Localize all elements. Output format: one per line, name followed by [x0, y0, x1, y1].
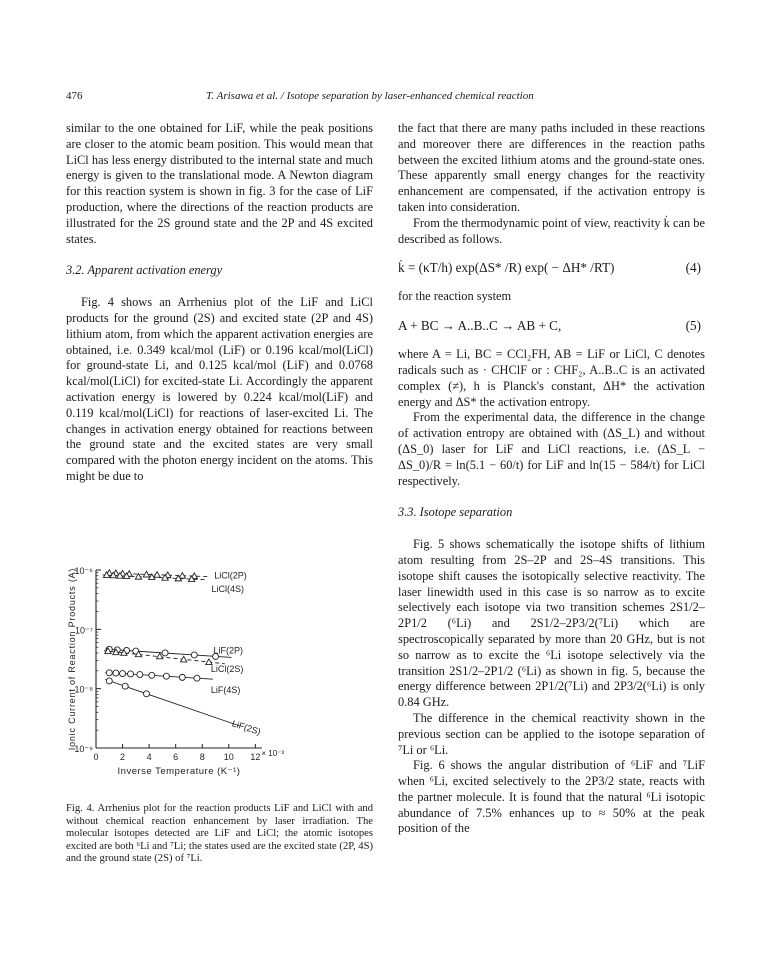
data-point	[120, 671, 126, 677]
paragraph: the fact that there are many paths included in these reactions and moreover there are differences in the reaction paths between the excited lithium atoms and the ground-state ones. These apparently small energy changes for the reactivity enhancement are compensated, if the activation entropy is taken into consideration.	[398, 121, 705, 214]
data-point	[163, 673, 169, 679]
y-tick-label: 10⁻⁸	[74, 684, 93, 695]
x-tick-label: 4	[146, 752, 152, 762]
series-label: LiCl(2P)	[214, 570, 247, 581]
caption-text: Fig. 4. Arrhenius plot for the reaction products LiF and LiCl with and without chemical reaction enhancement by laser irradiation. The molecular isotopes detected are LiF and LiCl; the atomic isotopes excited are both ⁶Li and ⁷Li; the states used are the excited state (2P, 4S) and the ground state (2S) of ⁷Li.	[66, 803, 373, 865]
data-point	[122, 683, 128, 689]
equation-body: k̇ = (κT/h) exp(ΔS* /R) exp( − ΔH* /RT)	[398, 260, 615, 276]
paragraph: Fig. 6 shows the angular distribution of ⁶LiF and ⁷LiF when ⁶Li, excited selectively to the 2P3/2 state, reacts with the partner molecule. It is found that the natural ⁶Li isotopic abundance of 7.5% enhances up to ≈ 50% at the peak position of the	[398, 758, 705, 836]
data-point	[113, 670, 119, 676]
data-point	[106, 678, 112, 684]
series-label: LiF(4S)	[210, 685, 241, 696]
x-scale-label: × 10⁻³	[261, 749, 285, 758]
data-point	[137, 672, 143, 678]
data-point	[162, 650, 168, 656]
x-tick-label: 12	[250, 752, 261, 762]
running-title: T. Arisawa et al. / Isotope separation by laser-enhanced chemical reaction	[206, 90, 534, 102]
x-tick-label: 2	[120, 752, 126, 762]
x-tick-label: 6	[173, 752, 179, 762]
y-axis-label: Ionic Current of Reaction Products (A)	[67, 567, 77, 751]
equation-4	[398, 257, 705, 279]
y-tick-label: 10⁻⁹	[74, 744, 93, 754]
series-label: LiCl(4S)	[211, 583, 245, 594]
data-point	[191, 652, 197, 658]
paragraph: From the experimental data, the difference in the change of activation entropy are obtained with (ΔS_L) and without (ΔS_0) laser for LiF and LiCl reactions, i.e. (ΔS_L − ΔS_0)/R = ln(5.1 − 60/t) for LiF and ln(15 − 584/t) for LiCl respectively.	[398, 410, 705, 488]
x-tick-label: 10	[223, 752, 234, 762]
paragraph: From the thermodynamic point of view, reactivity k̇ can be described as follows.	[398, 215, 705, 246]
data-point	[143, 691, 149, 697]
paragraph: for the reaction system	[398, 289, 512, 304]
paragraph: where A = Li, BC = CCl₂FH, AB = LiF or LiCl, C denotes radicals such as · CHClF or : CHF₂, A..B..C is an activated complex (≠), h is Planck's constant, ΔH* the activation energy and ΔS* the activation entropy.	[398, 347, 705, 409]
equation-number: (5)	[685, 318, 701, 334]
right-column	[398, 121, 705, 837]
paragraph: similar to the one obtained for LiF, while the peak positions are closer to the atomic beam position. This would mean that LiCl has less energy distributed to the internal state and much energy is given to the translational mode. A Newton diagram for this reaction system is shown in fig. 3 for the case of LiF production, where the directions of the reaction products are illustrated for the 2S ground state and the 2P and 4S excited states.	[66, 121, 373, 246]
section-heading: 3.3. Isotope separation	[398, 505, 513, 520]
equation-body: A + BC → A..B..C → AB + C,	[398, 318, 562, 334]
paragraph: The difference in the chemical reactivity shown in the previous section can be applied to the isotope separation of ⁷Li or ⁶Li.	[398, 710, 705, 757]
data-point	[179, 674, 185, 680]
data-point	[106, 670, 112, 676]
figure-4	[66, 562, 373, 794]
x-tick-label: 8	[199, 752, 205, 762]
paragraph: Fig. 5 shows schematically the isotope shifts of lithium atom resulting from 2S–2P and 2S–4S transitions. This isotope shift causes the isotopically selective reactivity. The laser linewidth used in this case is so narrow as to excite selectively each isotope via two transition schemes 2S1/2–2P1/2 (⁶Li) and 2S1/2–2P3/2(⁷Li) which are spectroscopically separated by more than 20 GHz, but is not so narrow as to excite the ⁶Li isotope selectively via the transition 2S1/2–2P1/2 (⁶Li) as shown in fig. 5, because the energy difference between 2P1/2(⁷Li) and 2P3/2(⁶Li) is only 0.84 GHz.	[398, 537, 705, 710]
y-tick-label: 10⁻⁷	[74, 625, 93, 636]
series-label: LiF(2P)	[213, 645, 243, 656]
data-point	[149, 672, 155, 678]
x-tick-label: 0	[93, 752, 99, 762]
y-tick-label: 10⁻⁶	[74, 566, 93, 576]
series-label: LiCl(2S)	[210, 663, 244, 674]
left-column	[66, 121, 373, 485]
data-point	[128, 671, 134, 677]
data-point	[194, 675, 200, 681]
equation-5	[398, 315, 705, 337]
arrhenius-plot	[66, 562, 373, 794]
x-axis-label: Inverse Temperature (K⁻¹)	[117, 766, 241, 777]
figure-caption	[66, 803, 373, 866]
equation-number: (4)	[685, 260, 701, 276]
page-number: 476	[66, 90, 83, 102]
series-label: LiF(2S)	[230, 718, 262, 737]
section-heading: 3.2. Apparent activation energy	[66, 263, 223, 278]
running-header	[66, 90, 702, 106]
paragraph: Fig. 4 shows an Arrhenius plot of the LiF and LiCl products for the ground (2S) and excited state (2P and 4S) lithium atom, from which the apparent activation energies are obtained, i.e. 0.349 kcal/mol (LiF) or 0.196 kcal/mol(LiCl) for ground-state Li, and 0.125 kcal/mol (LiF) and 0.0768 kcal/mol(LiCl) for excited-state Li. Accordingly the apparent activation energy is lowered by 0.224 kcal/mol(LiF) and 0.119 kcal/mol(LiCl) for reactions of laser-excited Li. The changes in activation energy obtained for reactions between the ground state and the excited states are very small compared with the photon energy incident on the atoms. This might be due to	[66, 295, 373, 483]
